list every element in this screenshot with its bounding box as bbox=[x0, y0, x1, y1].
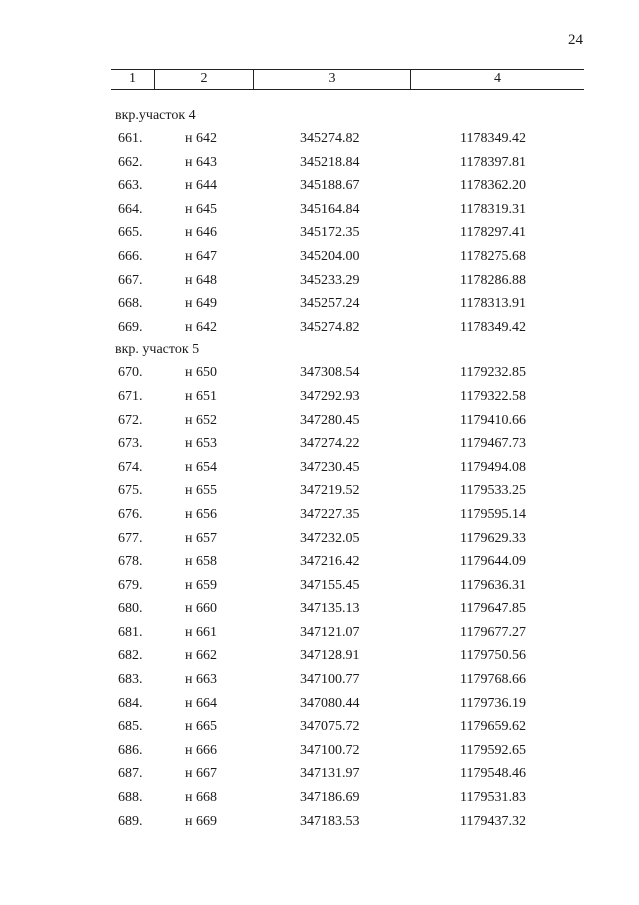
point-label: н 662 bbox=[185, 648, 217, 664]
table-row bbox=[0, 739, 639, 763]
table-row bbox=[0, 245, 639, 269]
coord-y: 1178313.91 bbox=[460, 296, 526, 312]
table-row bbox=[0, 292, 639, 316]
point-index: 677. bbox=[118, 530, 143, 546]
coord-x: 347075.72 bbox=[300, 719, 360, 735]
point-label: н 648 bbox=[185, 272, 217, 288]
coord-x: 347100.77 bbox=[300, 672, 360, 688]
table-row bbox=[0, 198, 639, 222]
point-index: 688. bbox=[118, 790, 143, 806]
point-index: 683. bbox=[118, 672, 143, 688]
coord-y: 1179410.66 bbox=[460, 412, 526, 428]
coord-x: 347274.22 bbox=[300, 436, 360, 452]
point-index: 685. bbox=[118, 719, 143, 735]
point-index: 678. bbox=[118, 554, 143, 570]
coord-x: 345172.35 bbox=[300, 225, 360, 241]
point-index: 686. bbox=[118, 742, 143, 758]
point-label: н 665 bbox=[185, 719, 217, 735]
coord-y: 1179636.31 bbox=[460, 577, 526, 593]
point-label: н 649 bbox=[185, 296, 217, 312]
header-col-4: 4 bbox=[494, 71, 501, 86]
table-row bbox=[0, 810, 639, 834]
point-index: 662. bbox=[118, 154, 143, 170]
point-index: 680. bbox=[118, 601, 143, 617]
table-row bbox=[0, 550, 639, 574]
coord-y: 1178319.31 bbox=[460, 201, 526, 217]
point-index: 666. bbox=[118, 248, 143, 264]
table-row bbox=[0, 668, 639, 692]
point-label: н 660 bbox=[185, 601, 217, 617]
point-label: н 642 bbox=[185, 319, 217, 335]
coord-x: 345257.24 bbox=[300, 296, 360, 312]
point-index: 673. bbox=[118, 436, 143, 452]
point-label: н 659 bbox=[185, 577, 217, 593]
coord-x: 347216.42 bbox=[300, 554, 360, 570]
point-index: 667. bbox=[118, 272, 143, 288]
coord-y: 1179677.27 bbox=[460, 624, 526, 640]
point-index: 671. bbox=[118, 388, 143, 404]
table-row bbox=[0, 479, 639, 503]
table-row bbox=[0, 456, 639, 480]
point-index: 663. bbox=[118, 178, 143, 194]
coord-x: 347100.72 bbox=[300, 742, 360, 758]
point-index: 681. bbox=[118, 624, 143, 640]
coord-y: 1179644.09 bbox=[460, 554, 526, 570]
point-label: н 653 bbox=[185, 436, 217, 452]
coord-y: 1179232.85 bbox=[460, 365, 526, 381]
point-label: н 666 bbox=[185, 742, 217, 758]
coord-y: 1178362.20 bbox=[460, 178, 526, 194]
point-label: н 652 bbox=[185, 412, 217, 428]
point-label: н 664 bbox=[185, 695, 217, 711]
coord-x: 347121.07 bbox=[300, 624, 360, 640]
point-label: н 644 bbox=[185, 178, 217, 194]
point-index: 676. bbox=[118, 506, 143, 522]
table-row bbox=[0, 762, 639, 786]
coord-x: 347135.13 bbox=[300, 601, 360, 617]
point-label: н 663 bbox=[185, 672, 217, 688]
coord-y: 1179437.32 bbox=[460, 813, 526, 829]
table-row bbox=[0, 174, 639, 198]
point-index: 670. bbox=[118, 365, 143, 381]
coord-x: 345164.84 bbox=[300, 201, 360, 217]
coord-x: 347183.53 bbox=[300, 813, 360, 829]
coord-x: 347308.54 bbox=[300, 365, 360, 381]
coord-y: 1179647.85 bbox=[460, 601, 526, 617]
coord-y: 1179750.56 bbox=[460, 648, 526, 664]
coord-y: 1179659.62 bbox=[460, 719, 526, 735]
coord-y: 1178286.88 bbox=[460, 272, 526, 288]
coord-x: 345218.84 bbox=[300, 154, 360, 170]
point-index: 682. bbox=[118, 648, 143, 664]
coord-x: 347219.52 bbox=[300, 483, 360, 499]
coord-x: 347155.45 bbox=[300, 577, 360, 593]
coord-y: 1179768.66 bbox=[460, 672, 526, 688]
header-col-1: 1 bbox=[111, 70, 155, 89]
coord-y: 1179592.65 bbox=[460, 742, 526, 758]
coord-y: 1178397.81 bbox=[460, 154, 526, 170]
point-label: н 654 bbox=[185, 459, 217, 475]
coord-x: 345274.82 bbox=[300, 319, 360, 335]
coord-y: 1179548.46 bbox=[460, 766, 526, 782]
point-label: н 657 bbox=[185, 530, 217, 546]
coord-y: 1179736.19 bbox=[460, 695, 526, 711]
coord-x: 347232.05 bbox=[300, 530, 360, 546]
coord-x: 345274.82 bbox=[300, 131, 360, 146]
point-label: н 668 bbox=[185, 790, 217, 806]
point-label: н 650 bbox=[185, 365, 217, 381]
coord-y: 1178349.42 bbox=[460, 319, 526, 335]
table-row bbox=[0, 786, 639, 810]
point-label: н 645 bbox=[185, 201, 217, 217]
point-label: н 647 bbox=[185, 248, 217, 264]
table-row bbox=[0, 269, 639, 293]
point-index: 664. bbox=[118, 201, 143, 217]
coord-y: 1179595.14 bbox=[460, 506, 526, 522]
table-row bbox=[0, 527, 639, 551]
coord-y: 1179494.08 bbox=[460, 459, 526, 475]
coord-x: 345188.67 bbox=[300, 178, 360, 194]
coord-x: 347230.45 bbox=[300, 459, 360, 475]
page-number: 24 bbox=[568, 32, 583, 48]
table-row bbox=[0, 361, 639, 385]
point-index: 684. bbox=[118, 695, 143, 711]
coord-x: 347186.69 bbox=[300, 790, 360, 806]
point-index: 661. bbox=[118, 131, 143, 146]
table-row bbox=[0, 597, 639, 621]
table-row bbox=[0, 692, 639, 716]
point-label: н 667 bbox=[185, 766, 217, 782]
coord-x: 345204.00 bbox=[300, 248, 360, 264]
coord-y: 1178349.42 bbox=[460, 131, 526, 146]
header-col-2: 2 bbox=[155, 70, 254, 89]
coord-x: 347131.97 bbox=[300, 766, 360, 782]
point-label: н 655 bbox=[185, 483, 217, 499]
table-row bbox=[0, 574, 639, 598]
header-col-3: 3 bbox=[254, 70, 411, 89]
table-row bbox=[0, 385, 639, 409]
point-label: н 656 bbox=[185, 506, 217, 522]
table-row bbox=[0, 409, 639, 433]
table-row bbox=[0, 715, 639, 739]
point-label: н 658 bbox=[185, 554, 217, 570]
point-index: 675. bbox=[118, 483, 143, 499]
table-row bbox=[0, 644, 639, 668]
table-row bbox=[0, 621, 639, 645]
coord-x: 347280.45 bbox=[300, 412, 360, 428]
table-row bbox=[0, 503, 639, 527]
point-index: 689. bbox=[118, 813, 143, 829]
section-title: вкр. участок 5 bbox=[115, 342, 200, 358]
table-row bbox=[0, 316, 639, 340]
coord-y: 1179531.83 bbox=[460, 790, 526, 806]
coord-y: 1179629.33 bbox=[460, 530, 526, 546]
point-label: н 646 bbox=[185, 225, 217, 241]
coord-y: 1179322.58 bbox=[460, 388, 526, 404]
coord-y: 1178297.41 bbox=[460, 225, 526, 241]
coord-y: 1179533.25 bbox=[460, 483, 526, 499]
table-row bbox=[0, 127, 639, 151]
point-index: 665. bbox=[118, 225, 143, 241]
coordinate-table-body bbox=[0, 105, 639, 833]
coord-x: 347080.44 bbox=[300, 695, 360, 711]
point-index: 687. bbox=[118, 766, 143, 782]
point-label: н 661 bbox=[185, 624, 217, 640]
point-index: 672. bbox=[118, 412, 143, 428]
point-label: н 643 bbox=[185, 154, 217, 170]
table-row bbox=[0, 221, 639, 245]
point-label: н 651 bbox=[185, 388, 217, 404]
point-index: 668. bbox=[118, 296, 143, 312]
section-title: вкр.участок 4 bbox=[115, 108, 196, 123]
coord-x: 347292.93 bbox=[300, 388, 360, 404]
point-label: н 642 bbox=[185, 131, 217, 146]
coord-y: 1179467.73 bbox=[460, 436, 526, 452]
point-index: 674. bbox=[118, 459, 143, 475]
table-row bbox=[0, 151, 639, 175]
table-row bbox=[0, 432, 639, 456]
point-label: н 669 bbox=[185, 813, 217, 829]
coord-x: 347128.91 bbox=[300, 648, 360, 664]
point-index: 679. bbox=[118, 577, 143, 593]
table-header bbox=[111, 69, 584, 90]
coord-x: 345233.29 bbox=[300, 272, 360, 288]
coord-y: 1178275.68 bbox=[460, 248, 526, 264]
coord-x: 347227.35 bbox=[300, 506, 360, 522]
point-index: 669. bbox=[118, 319, 143, 335]
